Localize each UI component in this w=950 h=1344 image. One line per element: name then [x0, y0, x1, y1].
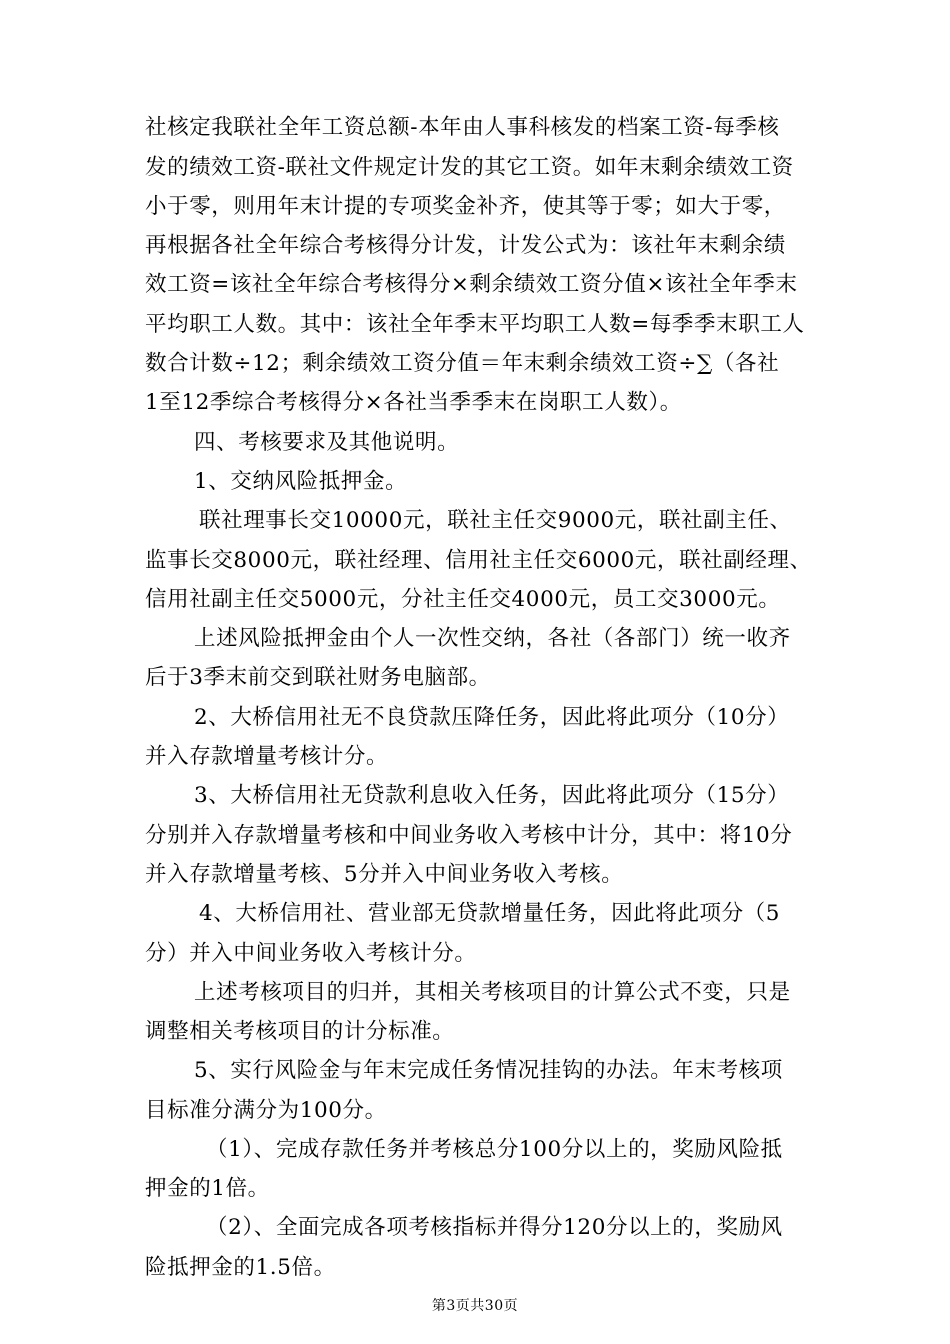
body-text-line: 5、实行风险金与年末完成任务情况挂钩的办法。年末考核项 — [194, 1058, 783, 1083]
body-text-line: 4、大桥信用社、营业部无贷款增量任务，因此将此项分（5 — [199, 901, 781, 926]
body-text-line: 平均职工人数。其中：该社全年季末平均职工人数=每季季末职工人 — [145, 312, 805, 337]
body-text-line: 效工资=该社全年综合考核得分×剩余绩效工资分值×该社全年季末 — [145, 272, 798, 297]
body-text-line: 上述风险抵押金由个人一次性交纳，各社（各部门）统一收齐 — [194, 626, 791, 651]
body-text-line: 发的绩效工资-联社文件规定计发的其它工资。如年末剩余绩效工资 — [145, 155, 794, 180]
body-text-line: （2）、全面完成各项考核指标并得分120分以上的，奖励风 — [206, 1215, 783, 1240]
body-text-line: 信用社副主任交5000元，分社主任交4000元，员工交3000元。 — [145, 587, 781, 612]
body-text-line: 险抵押金的1.5倍。 — [145, 1255, 336, 1280]
body-text-line: 联社理事长交10000元，联社主任交9000元，联社副主任、 — [199, 508, 792, 533]
body-text-line: 上述考核项目的归并，其相关考核项目的计算公式不变，只是 — [194, 980, 791, 1005]
body-text-line: 再根据各社全年综合考核得分计发，计发公式为：该社年末剩余绩 — [145, 233, 786, 258]
body-text-line: 分）并入中间业务收入考核计分。 — [145, 941, 477, 966]
body-text-line: 2、大桥信用社无不良贷款压降任务，因此将此项分（10分） — [194, 705, 790, 730]
body-text-line: 并入存款增量考核、5分并入中间业务收入考核。 — [145, 862, 624, 887]
page-number-footer: 第3页共30页 — [431, 1298, 519, 1314]
body-text-line: 社核定我联社全年工资总额-本年由人事科核发的档案工资-每季核 — [145, 115, 780, 140]
body-text-line: 并入存款增量考核计分。 — [145, 744, 389, 769]
body-text-line: （1）、完成存款任务并考核总分100分以上的，奖励风险抵 — [206, 1137, 783, 1162]
body-text-line: 监事长交8000元，联社经理、信用社主任交6000元，联社副经理、 — [145, 548, 812, 573]
body-text-line: 数合计数÷12；剩余绩效工资分值＝年末剩余绩效工资÷∑（各社 — [145, 351, 780, 376]
body-text-line: 1至12季综合考核得分×各社当季季末在岗职工人数）。 — [145, 390, 682, 415]
section-heading: 四、考核要求及其他说明。 — [194, 430, 460, 455]
body-text-line: 3、大桥信用社无贷款利息收入任务，因此将此项分（15分） — [194, 783, 790, 808]
body-text-line: 押金的1倍。 — [145, 1176, 270, 1201]
body-text-line: 后于3季末前交到联社财务电脑部。 — [145, 665, 491, 690]
subsection-heading: 1、交纳风险抵押金。 — [194, 469, 408, 494]
body-text-line: 小于零，则用年末计提的专项奖金补齐，使其等于零；如大于零， — [145, 194, 786, 219]
body-text-line: 分别并入存款增量考核和中间业务收入考核中计分，其中：将10分 — [145, 823, 793, 848]
body-text-line: 调整相关考核项目的计分标准。 — [145, 1019, 455, 1044]
body-text-line: 目标准分满分为100分。 — [145, 1098, 387, 1123]
